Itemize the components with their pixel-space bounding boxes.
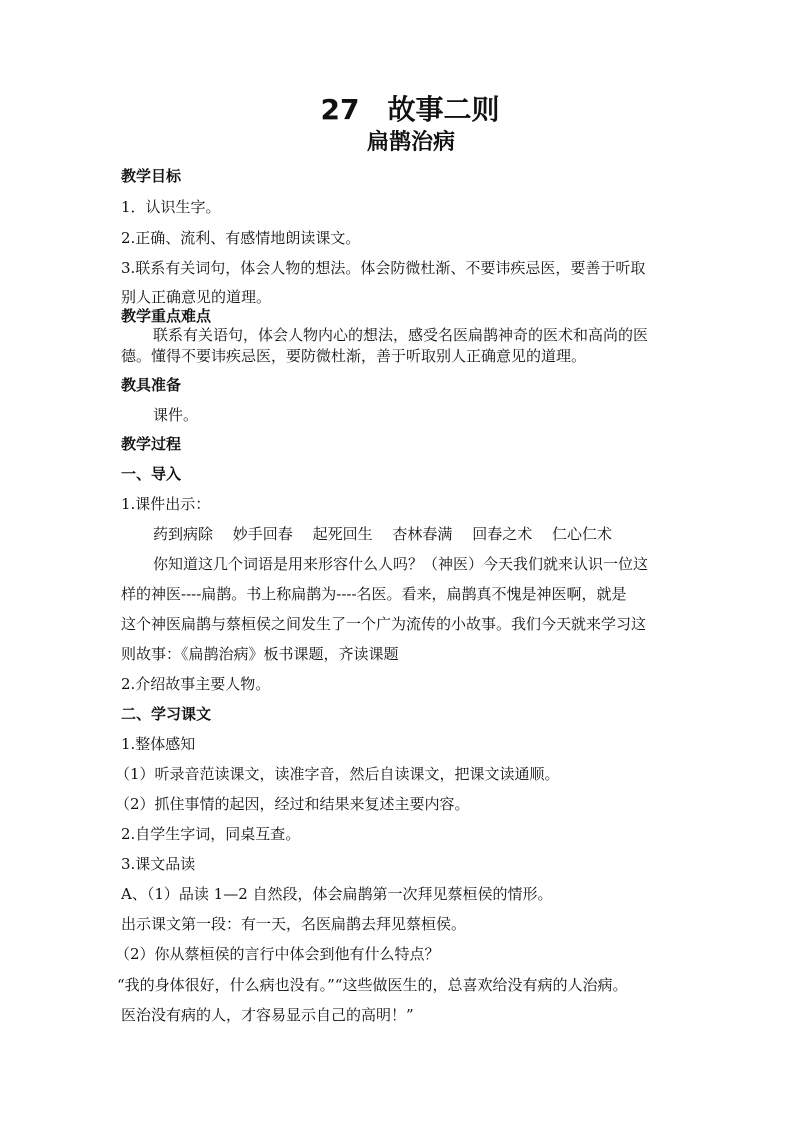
study-line: “我的身体很好，什么病也没有。”“这些做医生的，总喜欢给没有病的人治病。 bbox=[117, 976, 628, 994]
objective-item: 3.联系有关词句，体会人物的想法。体会防微杜渐、不要讳疾忌医，要善于听取 bbox=[121, 259, 646, 277]
intro-paragraph-line: 样的神医----扁鹊。书上称扁鹊为----名医。看来，扁鹊真不愧是神医啊，就是 bbox=[121, 585, 627, 603]
idiom: 杏林春满 bbox=[392, 525, 453, 543]
idiom: 起死回生 bbox=[312, 525, 373, 543]
intro-paragraph-line: 则故事：《扁鹊治病》板书课题，齐读课题 bbox=[121, 645, 399, 663]
lesson-title: 27 故事二则 bbox=[320, 93, 500, 126]
idiom: 药到病除 bbox=[153, 525, 214, 543]
study-line: （1）听录音范读课文，读准字音，然后自读课文，把课文读通顺。 bbox=[115, 765, 560, 783]
study-line: 1.整体感知 bbox=[121, 735, 196, 753]
key-points-heading: 教学重点难点 bbox=[121, 307, 212, 325]
objective-item: 别人正确意见的道理。 bbox=[121, 288, 272, 306]
intro-paragraph-line: 这个神医扁鹊与蔡桓侯之间发生了一个广为流传的小故事。我们今天就来学习这 bbox=[121, 615, 647, 633]
objective-item: 1．认识生字。 bbox=[121, 198, 221, 216]
materials-heading: 教具准备 bbox=[121, 376, 182, 394]
study-line: 医治没有病的人，才容易显示自己的高明！” bbox=[121, 1006, 414, 1024]
idiom: 妙手回春 bbox=[232, 525, 293, 543]
key-points-line: 德。懂得不要讳疾忌医，要防微杜渐，善于听取别人正确意见的道理。 bbox=[121, 347, 587, 365]
objective-item: 2.正确、流利、有感情地朗读课文。 bbox=[121, 229, 361, 247]
idiom: 回春之术 bbox=[472, 525, 533, 543]
study-line: 2.自学生字词，同桌互查。 bbox=[121, 825, 301, 843]
section-heading-intro: 一、导入 bbox=[121, 465, 182, 483]
key-points-line: 联系有关语句，体会人物内心的想法，感受名医扁鹊神奇的医术和高尚的医 bbox=[153, 326, 649, 344]
process-heading: 教学过程 bbox=[121, 435, 182, 453]
lesson-subtitle: 扁鹊治病 bbox=[366, 130, 455, 155]
study-line: A、（1）品读 1—2 自然段，体会扁鹊第一次拜见蔡桓侯的情形。 bbox=[121, 885, 553, 903]
step-line: 1.课件出示： bbox=[121, 495, 211, 513]
section-heading-study: 二、学习课文 bbox=[121, 705, 212, 723]
study-line: （2）你从蔡桓侯的言行中体会到他有什么特点？ bbox=[115, 945, 440, 963]
intro-paragraph-line: 你知道这几个词语是用来形容什么人吗？（神医）今天我们就来认识一位这 bbox=[153, 555, 649, 573]
study-line: （2）抓住事情的起因，经过和结果来复述主要内容。 bbox=[115, 795, 470, 813]
study-line: 3.课文品读 bbox=[121, 855, 196, 873]
idiom-row bbox=[153, 524, 627, 544]
objectives-heading: 教学目标 bbox=[121, 167, 182, 185]
idiom: 仁心仁术 bbox=[551, 525, 612, 543]
step-line: 2.介绍故事主要人物。 bbox=[121, 675, 271, 693]
materials-text: 课件。 bbox=[153, 406, 199, 424]
study-line: 出示课文第一段：有一天，名医扁鹊去拜见蔡桓侯。 bbox=[121, 915, 467, 933]
